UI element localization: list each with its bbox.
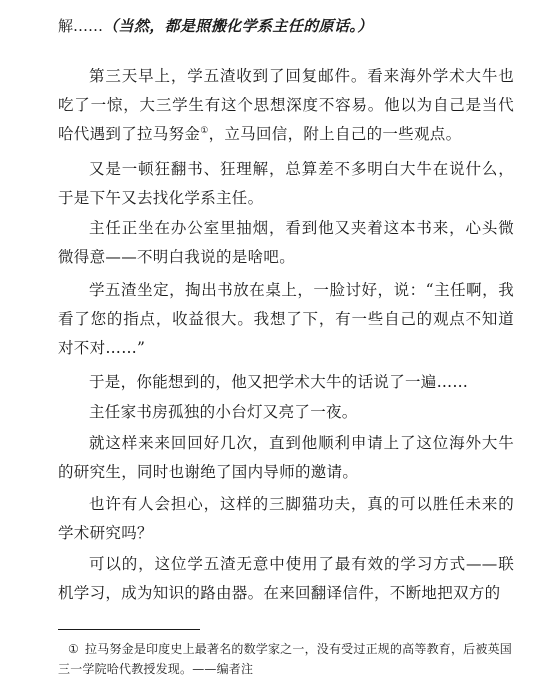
paragraph-7: 就这样来来回回好几次，直到他顺利申请上了这位海外大牛的研究生，同时也谢绝了国内导师的邀请。 [58,434,514,481]
continued-paragraph [58,14,528,38]
paragraph-9: 可以的，这位学五渣无意中使用了最有效的学习方式——联机学习，成为知识的路由器。在来回翻译信件，不断地把双方的 [58,555,514,602]
paragraph-1-text-end: ，立马回信，附上自己的一些观点。 [208,125,462,143]
footnote [58,639,520,679]
paragraph-2: 又是一顿狂翻书、狂理解，总算差不多明白大牛在说什么，于是下午又去找化学系主任。 [58,160,514,207]
paragraph-6: 主任家书房孤独的小台灯又亮了一夜。 [89,403,358,421]
footnote-reference: ① [200,125,209,136]
footnote-divider [58,629,200,630]
paragraph-3: 主任正坐在办公室里抽烟，看到他又夹着这本书来，心头微微得意——不明白我说的是啥吧。 [58,219,514,266]
paragraph-5: 于是，你能想到的，他又把学术大牛的话说了一遍…… [89,373,469,391]
footnote-mark: ① [68,642,79,656]
paragraph-1-text: 第三天早上，学五渣收到了回复邮件。看来海外学术大牛也吃了一惊，大三学生有这个思想深度不容易。他以为自己是当代哈代遇到了拉马努金 [58,67,514,143]
parenthetical-note: （当然，都是照搬化学系主任的原话。） [103,17,373,35]
paragraph-8: 也许有人会担心，这样的三脚猫功夫，真的可以胜任未来的学术研究吗？ [58,495,514,542]
paragraph-1 [58,62,514,149]
footnote-text: 拉马努金是印度史上最著名的数学家之一，没有受过正规的高等教育，后被英国三一学院哈代教授发现。——编者注 [58,642,512,676]
continued-text: 解…… [58,17,104,35]
paragraph-4: 学五渣坐定，掏出书放在桌上，一脸讨好，说：“主任啊，我看了您的指点，收益很大。我想了下，有一些自己的观点不知道对不对……” [58,281,514,357]
